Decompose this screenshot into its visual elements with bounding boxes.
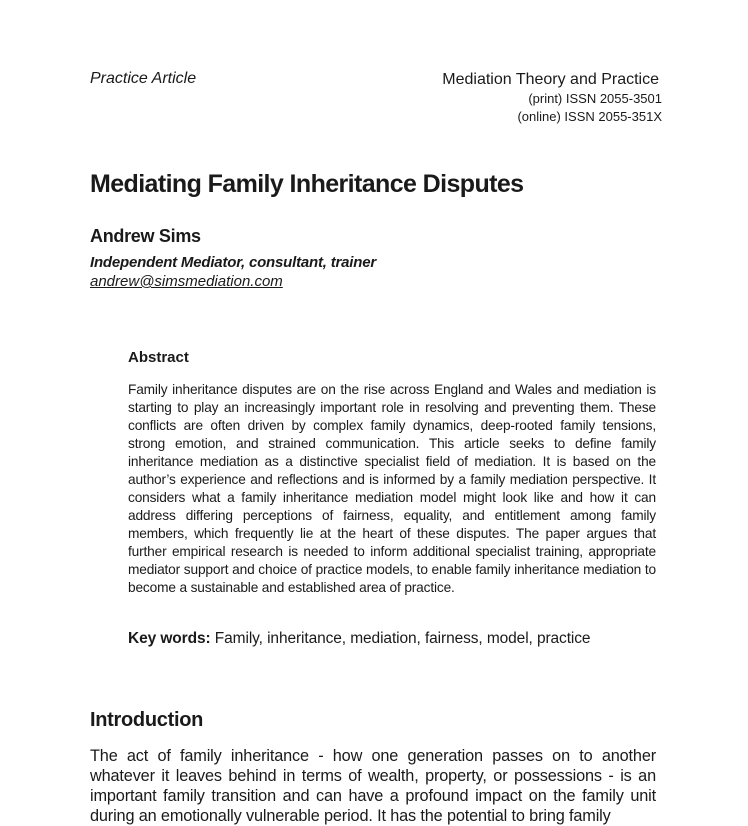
article-type: Practice Article <box>90 70 197 87</box>
abstract-text: Family inheritance disputes are on the rise across England and Wales and mediation is starting to play an increasingly important role in resolving and preventing them. These conflicts are often driven by complex family dynamics, deep-rooted family tensions, strong emotion, and strained communication. This article seeks to define family inheritance mediation as a distinctive specialist field of mediation. It is based on the author’s experience and reflections and is informed by a family mediation perspective. It considers what a family inheritance mediation model might look like and how it can address differing perceptions of fairness, equality, and entitlement among family members, which frequently lie at the heart of these disputes. The paper argues that further empirical research is needed to inform additional specialist training, appropriate mediator support and choice of practice models, to enable family inheritance mediation to become a sustainable and established area of practice. <box>128 382 656 595</box>
keywords <box>128 630 590 648</box>
journal-header <box>442 70 662 126</box>
article-title: Mediating Family Inheritance Disputes <box>90 170 524 198</box>
author-name: Andrew Sims <box>90 226 201 246</box>
keywords-label: Key words: <box>128 630 211 647</box>
author-email-link[interactable]: andrew@simsmediation.com <box>90 273 283 290</box>
issn-online: (online) ISSN 2055-351X <box>517 109 662 124</box>
introduction-heading: Introduction <box>90 709 204 731</box>
introduction-text: The act of family inheritance - how one generation passes on to another whatever it leaves behind in terms of wealth, property, or possessions - is an important family transition and can have a profound impact on the family unit during an emotionally vulnerable period. It has the potential to bring family <box>90 747 656 825</box>
author-affiliation: Independent Mediator, consultant, trainer <box>90 254 376 271</box>
journal-name: Mediation Theory and Practice <box>442 71 659 88</box>
keywords-list: Family, inheritance, mediation, fairness, model, practice <box>214 630 591 647</box>
abstract-heading: Abstract <box>128 349 189 366</box>
issn-print: (print) ISSN 2055-3501 <box>528 91 662 106</box>
